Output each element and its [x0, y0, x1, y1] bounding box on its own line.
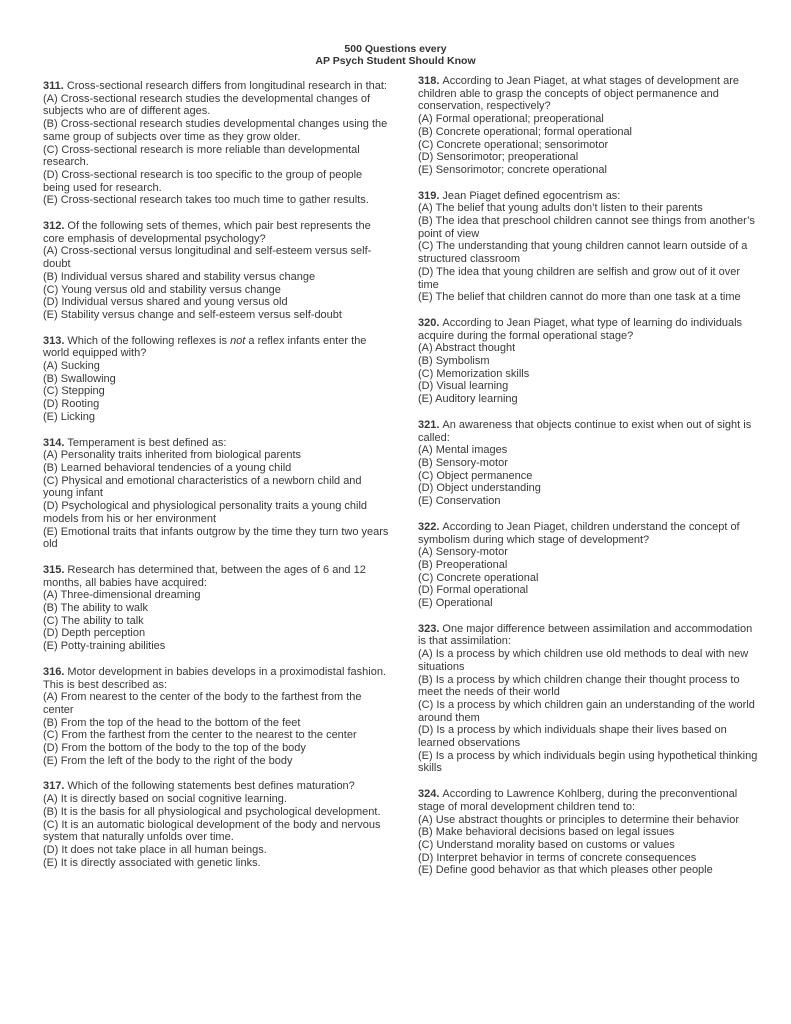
question-314 [43, 437, 391, 551]
answer-option: (C) From the farthest from the center to the nearest to the center [43, 729, 357, 742]
question-number: 311. [43, 80, 64, 92]
question-stem-text: Cross-sectional research differs from longitudinal research in that: [66, 80, 387, 92]
answer-option: (D) From the bottom of the body to the top of the body [43, 742, 306, 755]
answer-option: (D) Formal operational [418, 584, 529, 597]
answer-option: (D) Psychological and physiological personality traits a young child models from his or her environment [43, 500, 368, 525]
question-stem [418, 623, 758, 648]
question-number: 318. [418, 75, 440, 87]
answer-option: (E) It is directly associated with genetic links. [43, 856, 261, 869]
answer-option: (E) Potty-training abilities [43, 640, 166, 653]
question-stem [418, 419, 758, 444]
question-stem-text: According to Jean Piaget, at what stages of development are children able to grasp the concepts of object permanence and conservation, respectively? [418, 75, 739, 113]
answer-option: (A) Sucking [43, 360, 100, 373]
question-322 [418, 521, 758, 610]
answer-option: (A) The belief that young adults don’t listen to their parents [418, 202, 703, 215]
question-stem-text: Jean Piaget defined egocentrism as: [442, 189, 621, 202]
answer-option: (B) Make behavioral decisions based on legal issues [418, 826, 675, 839]
question-number: 320. [418, 316, 440, 329]
question-stem-text: According to Lawrence Kohlberg, during the preconventional stage of moral development children tend to: [418, 788, 738, 813]
answer-option: (D) Visual learning [418, 380, 509, 393]
answer-option: (D) Sensorimotor; preoperational [418, 151, 579, 164]
answer-option: (B) Is a process by which children change their thought process to meet the needs of their world [418, 673, 740, 699]
question-stem [418, 317, 758, 342]
question-313 [43, 335, 391, 424]
question-stem-text: Temperament is best defined as: [67, 436, 227, 449]
question-stem [43, 780, 391, 793]
question-320 [418, 317, 758, 406]
answer-option: (E) Is a process by which individuals begin using hypothetical thinking skills [418, 749, 758, 775]
answer-option: (B) The ability to walk [43, 602, 148, 615]
answer-option: (A) Abstract thought [418, 342, 516, 355]
answer-option: (C) Object permanence [418, 469, 533, 482]
answer-option: (D) Depth perception [43, 627, 146, 640]
answer-option: (C) Young versus old and stability versus change [43, 283, 281, 296]
answer-option: (B) Symbolism [418, 355, 490, 368]
answer-option: (D) Cross-sectional research is too specific to the group of people being used for research. [43, 168, 363, 194]
answer-option: (B) Individual versus shared and stability versus change [43, 270, 316, 283]
answer-option: (B) It is the basis for all physiological and psychological development. [43, 805, 381, 818]
answer-option: (B) From the top of the head to the bottom of the feet [43, 716, 301, 729]
answer-option: (C) Understand morality based on customs or values [418, 838, 675, 851]
answer-option: (B) Swallowing [43, 372, 116, 385]
answer-option: (B) Preoperational [418, 558, 508, 571]
question-319 [418, 190, 758, 304]
answer-option: (C) Is a process by which children gain an understanding of the world around them [418, 698, 755, 724]
answer-option: (D) Rooting [43, 398, 100, 411]
question-stem-text: According to Jean Piaget, what type of learning do individuals acquire during the formal operational stage? [418, 316, 743, 342]
answer-option: (C) The ability to talk [43, 614, 144, 627]
answer-option: (D) Is a process by which individuals shape their lives based on learned observations [418, 724, 727, 750]
question-number: 319. [418, 189, 440, 202]
answer-option: (C) Physical and emotional characteristics of a newborn child and young infant [43, 474, 362, 500]
answer-option: (B) Learned behavioral tendencies of a young child [43, 461, 292, 474]
question-number: 317. [43, 780, 65, 793]
question-stem-text: An awareness that objects continue to exist when out of sight is called: [418, 418, 752, 444]
question-stem-text: Research has determined that, between the ages of 6 and 12 months, all babies have acquired: [43, 563, 366, 589]
question-stem-text: Which of the following reflexes is [67, 334, 231, 347]
question-number: 314. [43, 436, 65, 449]
answer-option: (C) Cross-sectional research is more reliable than developmental research. [43, 143, 360, 169]
question-number: 323. [418, 622, 440, 635]
answer-option: (E) Licking [43, 410, 95, 423]
answer-option: (A) Use abstract thoughts or principles to determine their behavior [418, 813, 739, 826]
question-317 [43, 780, 391, 869]
question-stem-text: a reflex infants enter the world equipped with? [43, 334, 367, 360]
question-311 [43, 80, 391, 207]
book-title-line-1: 500 Questions every [344, 43, 447, 55]
question-number: 312. [43, 220, 65, 233]
answer-option: (E) Cross-sectional research takes too much time to gather results. [43, 194, 369, 207]
question-stem-text: not [230, 334, 246, 347]
answer-option: (C) The understanding that young children cannot learn outside of a structured classroom [418, 240, 748, 266]
book-title-line-2: AP Psych Student Should Know [315, 54, 476, 67]
question-315 [43, 564, 391, 653]
answer-option: (E) Emotional traits that infants outgrow by the time they turn two years old [43, 525, 389, 551]
answer-option: (E) Operational [418, 597, 493, 610]
answer-option: (E) Define good behavior as that which pleases other people [418, 864, 713, 877]
question-stem [43, 80, 391, 93]
answer-option: (E) Stability versus change and self-esteem versus self-doubt [43, 308, 342, 321]
answer-option: (A) Mental images [418, 444, 508, 457]
question-stem [418, 190, 758, 203]
answer-option: (A) Cross-sectional versus longitudinal and self-esteem versus self-doubt [43, 245, 372, 271]
question-316 [43, 666, 391, 768]
question-number: 321. [418, 418, 440, 431]
answer-option: (E) Conservation [418, 495, 501, 508]
question-stem-text: According to Jean Piaget, children understand the concept of symbolism during which stage of development? [418, 520, 740, 546]
answer-option: (D) The idea that young children are selfish and grow out of it over time [418, 265, 741, 291]
question-321 [418, 419, 758, 508]
question-number: 324. [418, 788, 440, 801]
answer-option: (A) Is a process by which children use old methods to deal with new situations [418, 648, 749, 673]
question-stem-text: Which of the following statements best defines maturation? [67, 780, 355, 793]
answer-option: (A) Three-dimensional dreaming [43, 589, 201, 602]
answer-option: (A) From nearest to the center of the body to the farthest from the center [43, 691, 362, 716]
answer-option: (C) Concrete operational; sensorimotor [418, 138, 609, 151]
question-number: 316. [43, 665, 65, 678]
question-stem [418, 75, 758, 113]
answer-option: (C) Memorization skills [418, 367, 530, 380]
answer-option: (B) Sensory-motor [418, 456, 508, 469]
question-stem [418, 521, 758, 546]
question-stem [43, 220, 391, 245]
answer-option: (E) The belief that children cannot do more than one task at a time [418, 291, 741, 304]
question-324 [418, 788, 758, 877]
question-stem [43, 335, 391, 360]
answer-option: (C) It is an automatic biological development of the body and nervous system that naturally unfolds over time. [43, 818, 381, 844]
answer-option: (C) Concrete operational [418, 571, 539, 584]
question-number: 322. [418, 520, 440, 533]
answer-option: (D) Object understanding [418, 482, 541, 495]
answer-option: (B) The idea that preschool children cannot see things from another’s point of view [418, 215, 755, 240]
question-323 [418, 623, 758, 775]
answer-option: (A) Sensory-motor [418, 546, 508, 559]
question-number: 313. [43, 334, 65, 347]
answer-option: (D) It does not take place in all human beings. [43, 843, 267, 856]
question-stem [43, 666, 391, 691]
answer-option: (D) Individual versus shared and young versus old [43, 296, 288, 309]
question-318 [418, 75, 758, 177]
answer-option: (B) Cross-sectional research studies developmental changes using the same group of subjects over time as they grow older. [43, 118, 388, 143]
question-stem [418, 788, 758, 813]
answer-option: (D) Interpret behavior in terms of concrete consequences [418, 851, 697, 864]
answer-option: (E) From the left of the body to the right of the body [43, 754, 293, 767]
answer-option: (A) It is directly based on social cognitive learning. [43, 793, 287, 806]
answer-option: (C) Stepping [43, 385, 105, 398]
answer-option: (A) Cross-sectional research studies the developmental changes of subjects who are of different ages. [43, 92, 371, 118]
question-stem [43, 437, 391, 450]
page-header [0, 44, 791, 67]
question-stem-text: One major difference between assimilation and accommodation is that assimilation: [418, 622, 753, 648]
question-stem-text: Motor development in babies develops in a proximodistal fashion. This is best described as: [43, 665, 386, 691]
question-stem-text: Of the following sets of themes, which pair best represents the core emphasis of developmental psychology? [43, 220, 371, 245]
answer-option: (E) Sensorimotor; concrete operational [418, 163, 607, 176]
question-number: 315. [43, 563, 65, 576]
question-stem [43, 564, 391, 589]
answer-option: (A) Personality traits inherited from biological parents [43, 449, 302, 462]
question-312 [43, 220, 391, 322]
answer-option: (B) Concrete operational; formal operational [418, 125, 633, 138]
right-column [418, 75, 758, 890]
answer-option: (E) Auditory learning [418, 393, 518, 406]
answer-option: (A) Formal operational; preoperational [418, 113, 604, 126]
left-column [43, 80, 391, 882]
